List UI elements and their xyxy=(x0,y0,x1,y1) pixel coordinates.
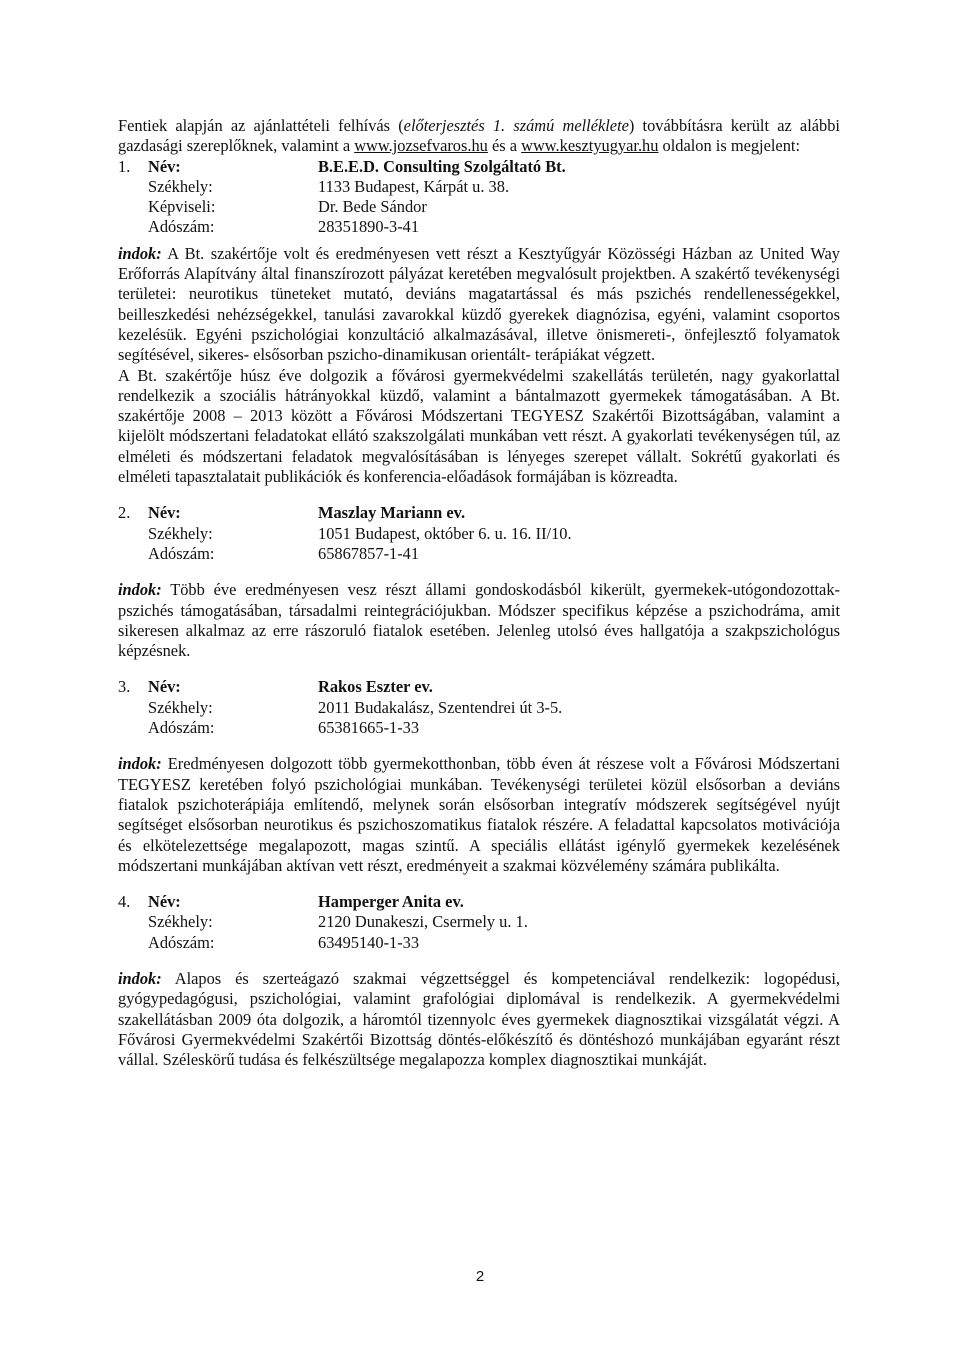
entry-name: B.E.E.D. Consulting Szolgáltató Bt. xyxy=(318,156,566,176)
indok-paragraph xyxy=(118,580,840,661)
document-body xyxy=(118,116,840,1070)
indok-label: indok: xyxy=(118,968,162,988)
nev-label: Név: xyxy=(148,892,181,912)
adoszam-label: Adószám: xyxy=(148,543,215,563)
entry-number: 3. xyxy=(118,677,131,697)
szekhely-value: 1133 Budapest, Kárpát u. 38. xyxy=(318,176,510,196)
indok-text: Alapos és szerteágazó szakmai végzettséggel és kompetenciával rendelkezik: logopédusi, gyógypedagógusi, pszichológiai, valamint grafológiai diplomával is rendelkezik. A gyermekvédelmi szakellátásban 2009 óta dolgozik, a háromtól tizennyolc éves gyermekek diagnosztikai vizsgálatát végzi. A Fővárosi Gyermekvédelmi Szakértői Bizottság döntés-előkészítő és döntéshozó munkájában egyaránt részt vállal. Széleskörű tudása és felkészültsége megalapozza komplex diagnosztikai munkáját. xyxy=(118,968,840,1070)
page-number: 2 xyxy=(475,1268,485,1285)
kepviseli-value: Dr. Bede Sándor xyxy=(318,197,427,217)
entry-number: 4. xyxy=(118,892,131,912)
indok-label: indok: xyxy=(118,580,162,600)
entry-name: Rakos Eszter ev. xyxy=(318,677,433,697)
kepviseli-label: Képviseli: xyxy=(148,197,216,217)
adoszam-value: 65381665-1-33 xyxy=(318,718,420,738)
entry-4 xyxy=(118,892,840,953)
szekhely-label: Székhely: xyxy=(148,912,213,932)
entry-name: Hamperger Anita ev. xyxy=(318,892,464,912)
szekhely-value: 2011 Budakalász, Szentendrei út 3-5. xyxy=(318,697,563,717)
intro-text: oldalon is megjelent: xyxy=(658,136,801,156)
entry-number: 2. xyxy=(118,503,131,523)
entry-1 xyxy=(118,156,840,238)
intro-text: Fentiek alapján az ajánlattételi felhívás ( xyxy=(118,116,404,135)
szekhely-label: Székhely: xyxy=(148,523,213,543)
szekhely-value: 1051 Budapest, október 6. u. 16. II/10. xyxy=(318,523,572,543)
nev-label: Név: xyxy=(148,156,181,176)
adoszam-label: Adószám: xyxy=(148,217,215,237)
intro-text: és a xyxy=(487,136,522,156)
adoszam-value: 65867857-1-41 xyxy=(318,543,420,563)
entry-number: 1. xyxy=(118,156,131,176)
indok-text: A Bt. szakértője volt és eredményesen vett részt a Kesztyűgyár Közösségi Házban az United Way Erőforrás Alapítvány által finanszírozott pályázat keretében megvalósult projektben. A szakértő tevékenységi területei: neurotikus tüneteket mutató, deviáns magatartással és más pszichés rendellenességekkel, beilleszkedési nehézségekkel, tanulási zavarokkal küzdő gyerekek diagnózisa, egyéni, valamint csoportos kezelésük. Egyéni pszichológiai konzultáció alkalmazásával, illetve önismereti-, önfejlesztő folyamatok segítésével, sikeres- elsősorban pszicho-dinamikusan orientált- terápiákat végzett. xyxy=(118,243,840,365)
nev-label: Név: xyxy=(148,503,181,523)
indok-paragraph xyxy=(118,244,840,366)
adoszam-label: Adószám: xyxy=(148,718,215,738)
adoszam-value: 63495140-1-33 xyxy=(318,932,420,952)
indok-paragraph xyxy=(118,754,840,876)
indok-text: Több éve eredményesen vesz részt állami gondoskodásból kikerült, gyermekek-utógondozottak- pszichés támogatásában, társadalmi reintegrációjukban. Módszer specifikus képzése a pszichodráma, amit sikeresen alkalmaz az erre rászoruló fiatalok esetében. Jelenleg utolsó éves hallgatója a szakpszichológus képzésnek. xyxy=(118,580,840,661)
adoszam-label: Adószám: xyxy=(148,932,215,952)
intro-paragraph xyxy=(118,116,840,157)
entry-name: Maszlay Mariann ev. xyxy=(318,503,466,523)
indok-paragraph-2: A Bt. szakértője húsz éve dolgozik a fővárosi gyermekvédelmi szakellátás területén, nagy gyakorlattal rendelkezik a szociális hátrányokkal küzdő, valamint a bántalmazott gyermekek támogatásában. A Bt. szakértője 2008 – 2013 között a Fővárosi Módszertani TEGYESZ Szakértői Bizottságában, valamint a kijelölt módszertani feladatokat ellátó szakszolgálati munkában vett részt. A gyakorlati tevékenységen túl, az elméleti és módszertani feladatok megvalósításában is lényeges szerepet vállalt. Sokrétű gyakorlati és elméleti tapasztalatait publikációk és konferencia-előadások formájában is közreadta. xyxy=(118,365,840,487)
indok-label: indok: xyxy=(118,243,162,263)
indok-label: indok: xyxy=(118,754,162,774)
adoszam-value: 28351890-3-41 xyxy=(318,217,420,237)
link-kesztyugyar[interactable]: www.kesztyugyar.hu xyxy=(521,136,659,156)
link-jozsefvaros[interactable]: www.jozsefvaros.hu xyxy=(354,136,488,156)
nev-label: Név: xyxy=(148,677,181,697)
szekhely-label: Székhely: xyxy=(148,176,213,196)
entry-2 xyxy=(118,503,840,564)
szekhely-value: 2120 Dunakeszi, Csermely u. 1. xyxy=(318,912,528,932)
szekhely-label: Székhely: xyxy=(148,697,213,717)
indok-text: Eredményesen dolgozott több gyermekotthonban, több éven át részese volt a Fővárosi Módszertani TEGYESZ keretében folyó pszichológiai munkában. Tevékenységi területei közül elsősorban a deviáns fiatalok pszichoterápiája említendő, melynek során elsősorban integratív módszerek segítségével nyújt segítséget elsősorban neurotikus és pszichoszomatikus fiatalok részére. A feladattal kapcsolatos motivációja és elkötelezettsége megalapozott, magas szintű. A speciális ellátást igénylő gyermekek kezelésének módszertani munkájában aktívan vett részt, eredményeit a szakmai közvélemény számára publikálta. xyxy=(118,754,840,875)
entry-3 xyxy=(118,677,840,738)
indok-paragraph xyxy=(118,969,840,1070)
intro-text: ) továbbításra került az alábbi gazdasági szereplőknek, valamint a xyxy=(118,116,840,156)
intro-italic: előterjesztés 1. számú melléklete xyxy=(403,116,629,135)
